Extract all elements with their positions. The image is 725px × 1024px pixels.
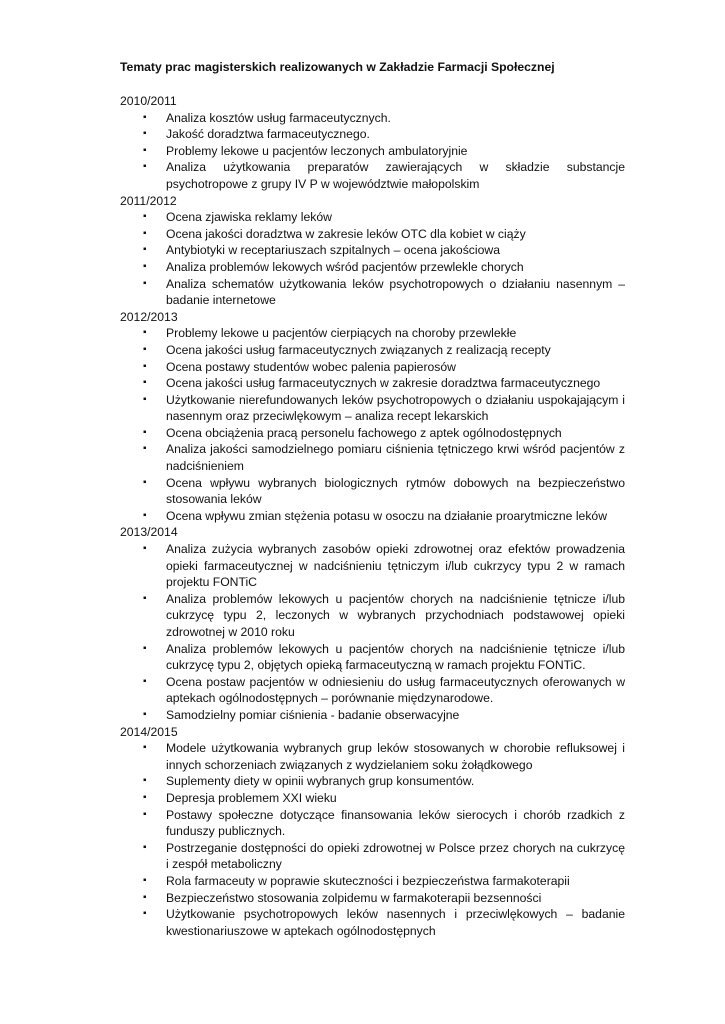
bullet-icon: ▪ bbox=[143, 775, 147, 787]
topic-item bbox=[120, 359, 625, 376]
topic-text: Ocena wpływu zmian stężenia potasu w osoczu na działanie proarytmiczne leków bbox=[166, 508, 607, 523]
topic-item bbox=[120, 242, 625, 259]
year-heading: 2012/2013 bbox=[120, 309, 178, 324]
topic-text: Analiza schematów użytkowania leków psychotropowych o działaniu nasennym – badanie internetowe bbox=[166, 276, 625, 308]
topic-item bbox=[120, 840, 625, 873]
bullet-icon: ▪ bbox=[143, 592, 147, 604]
topic-text: Użytkowanie nierefundowanych leków psychotropowych o działaniu uspokajającym i nasennym oraz przeciwlękowym – analiza recept lekarskich bbox=[166, 392, 625, 424]
topic-text: Analiza zużycia wybranych zasobów opieki zdrowotnej oraz efektów prowadzenia opieki farmaceutycznej w nadciśnieniu tętniczym i/lub cukrzycy typu 2 w ramach projektu FONTiC bbox=[166, 542, 625, 590]
topic-text: Ocena jakości doradztwa w zakresie leków OTC dla kobiet w ciąży bbox=[166, 226, 526, 241]
topic-text: Analiza jakości samodzielnego pomiaru ciśnienia tętniczego krwi wśród pacjentów z nadciśnieniem bbox=[166, 442, 625, 474]
topic-text: Rola farmaceuty w poprawie skuteczności i bezpieczeństwa farmakoterapii bbox=[166, 873, 570, 888]
bullet-icon: ▪ bbox=[143, 509, 147, 521]
bullet-icon: ▪ bbox=[143, 244, 147, 256]
topic-text: Suplementy diety w opinii wybranych grup konsumentów. bbox=[166, 774, 475, 789]
document-title: Tematy prac magisterskich realizowanych w Zakładzie Farmacji Społecznej bbox=[120, 60, 555, 74]
year-section bbox=[120, 309, 625, 525]
bullet-icon: ▪ bbox=[143, 144, 147, 156]
topic-item bbox=[120, 807, 625, 840]
bullet-icon: ▪ bbox=[143, 891, 147, 903]
topic-text: Użytkowanie psychotropowych leków nasennych i przeciwlękowych – badanie kwestionariuszowe w aptekach ogólnodostępnych bbox=[166, 907, 625, 938]
topic-item bbox=[120, 707, 625, 724]
bullet-icon: ▪ bbox=[143, 874, 147, 886]
topic-text: Ocena zjawiska reklamy leków bbox=[166, 210, 332, 225]
bullet-icon: ▪ bbox=[143, 343, 147, 355]
thesis-topics-list bbox=[120, 93, 625, 939]
bullet-icon: ▪ bbox=[143, 377, 147, 389]
topic-text: Analiza problemów lekowych wśród pacjentów przewlekle chorych bbox=[166, 259, 524, 274]
topic-item bbox=[120, 259, 625, 276]
topic-item bbox=[120, 591, 625, 641]
bullet-icon: ▪ bbox=[143, 443, 147, 455]
bullet-icon: ▪ bbox=[143, 161, 147, 173]
bullet-icon: ▪ bbox=[143, 128, 147, 140]
year-heading: 2011/2012 bbox=[120, 193, 177, 208]
topic-item bbox=[120, 159, 625, 192]
topic-text: Ocena wpływu wybranych biologicznych rytmów dobowych na bezpieczeństwo stosowania leków bbox=[166, 475, 625, 507]
topic-list bbox=[120, 541, 625, 724]
bullet-icon: ▪ bbox=[143, 393, 147, 405]
topic-item bbox=[120, 475, 625, 508]
topic-text: Ocena postawy studentów wobec palenia papierosów bbox=[166, 359, 456, 374]
topic-text: Problemy lekowe u pacjentów leczonych ambulatoryjnie bbox=[166, 143, 468, 158]
bullet-icon: ▪ bbox=[143, 908, 147, 920]
topic-item bbox=[120, 790, 625, 807]
topic-list bbox=[120, 209, 625, 309]
topic-item bbox=[120, 276, 625, 309]
topic-text: Ocena postaw pacjentów w odniesieniu do usług farmaceutycznych oferowanych w aptekach ogólnodostępnych – porównanie międzynarodowe. bbox=[166, 674, 625, 706]
topic-item bbox=[120, 508, 625, 525]
topic-item bbox=[120, 873, 625, 890]
year-heading: 2014/2015 bbox=[120, 724, 178, 739]
bullet-icon: ▪ bbox=[143, 642, 147, 654]
year-section bbox=[120, 193, 625, 309]
bullet-icon: ▪ bbox=[143, 260, 147, 272]
topic-text: Antybiotyki w receptariuszach szpitalnych – ocena jakościowa bbox=[166, 243, 500, 258]
topic-item bbox=[120, 541, 625, 591]
topic-text: Postawy społeczne dotyczące finansowania leków sierocych i chorób rzadkich z funduszy publicznych. bbox=[166, 807, 625, 839]
topic-text: Analiza problemów lekowych u pacjentów chorych na nadciśnienie tętnicze i/lub cukrzycę typu 2, objętych opieką farmaceutyczną w ramach projektu FONTiC. bbox=[166, 641, 625, 673]
topic-item bbox=[120, 392, 625, 425]
topic-item bbox=[120, 425, 625, 442]
bullet-icon: ▪ bbox=[143, 841, 147, 853]
topic-item bbox=[120, 209, 625, 226]
topic-text: Analiza problemów lekowych u pacjentów chorych na nadciśnienie tętnicze i/lub cukrzycę typu 2, leczonych w wybranych przychodniach podstawowej opieki zdrowotnej w 2010 roku bbox=[166, 591, 625, 639]
bullet-icon: ▪ bbox=[143, 808, 147, 820]
topic-text: Bezpieczeństwo stosowania zolpidemu w farmakoterapii bezsenności bbox=[166, 890, 542, 905]
year-section bbox=[120, 93, 625, 193]
bullet-icon: ▪ bbox=[143, 227, 147, 239]
topic-item bbox=[120, 740, 625, 773]
topic-text: Ocena obciążenia pracą personelu fachowego z aptek ogólnodostępnych bbox=[166, 425, 562, 440]
bullet-icon: ▪ bbox=[143, 211, 147, 223]
bullet-icon: ▪ bbox=[143, 360, 147, 372]
bullet-icon: ▪ bbox=[143, 675, 147, 687]
year-section bbox=[120, 524, 625, 723]
year-heading: 2010/2011 bbox=[120, 94, 177, 108]
topic-text: Depresja problemem XXI wieku bbox=[166, 790, 337, 805]
topic-item bbox=[120, 325, 625, 342]
topic-item bbox=[120, 375, 625, 392]
topic-item bbox=[120, 441, 625, 474]
topic-text: Analiza użytkowania preparatów zawierających w składzie substancje psychotropowe z grupy IV P w województwie małopolskim bbox=[166, 160, 625, 191]
year-heading: 2013/2014 bbox=[120, 525, 178, 540]
bullet-icon: ▪ bbox=[143, 277, 147, 289]
topic-text: Ocena jakości usług farmaceutycznych związanych z realizacją recepty bbox=[166, 342, 551, 357]
topic-item bbox=[120, 342, 625, 359]
topic-item bbox=[120, 126, 625, 143]
topic-item bbox=[120, 906, 625, 939]
topic-item bbox=[120, 674, 625, 707]
document-page bbox=[120, 60, 625, 939]
topic-text: Samodzielny pomiar ciśnienia - badanie obserwacyjne bbox=[166, 707, 460, 722]
topic-text: Jakość doradztwa farmaceutycznego. bbox=[166, 127, 370, 142]
topic-text: Ocena jakości usług farmaceutycznych w zakresie doradztwa farmaceutycznego bbox=[166, 376, 601, 391]
topic-item bbox=[120, 226, 625, 243]
topic-list bbox=[120, 110, 625, 193]
topic-text: Postrzeganie dostępności do opieki zdrowotnej w Polsce przez chorych na cukrzycę i zespół metaboliczny bbox=[166, 840, 625, 872]
topic-item bbox=[120, 110, 625, 127]
topic-text: Analiza kosztów usług farmaceutycznych. bbox=[166, 110, 391, 125]
bullet-icon: ▪ bbox=[143, 426, 147, 438]
year-section bbox=[120, 724, 625, 940]
bullet-icon: ▪ bbox=[143, 327, 147, 339]
bullet-icon: ▪ bbox=[143, 111, 147, 123]
topic-item bbox=[120, 641, 625, 674]
bullet-icon: ▪ bbox=[143, 742, 147, 754]
topic-text: Modele użytkowania wybranych grup leków stosowanych w chorobie refluksowej i innych schorzeniach związanych z wydzielaniem soku żołądkowego bbox=[166, 741, 625, 772]
topic-item bbox=[120, 773, 625, 790]
bullet-icon: ▪ bbox=[143, 708, 147, 720]
topic-item bbox=[120, 890, 625, 907]
topic-item bbox=[120, 143, 625, 160]
topic-list bbox=[120, 325, 625, 524]
topic-list bbox=[120, 740, 625, 939]
topic-text: Problemy lekowe u pacjentów cierpiących na choroby przewlekłe bbox=[166, 326, 517, 341]
bullet-icon: ▪ bbox=[143, 791, 147, 803]
bullet-icon: ▪ bbox=[143, 543, 147, 555]
bullet-icon: ▪ bbox=[143, 476, 147, 488]
